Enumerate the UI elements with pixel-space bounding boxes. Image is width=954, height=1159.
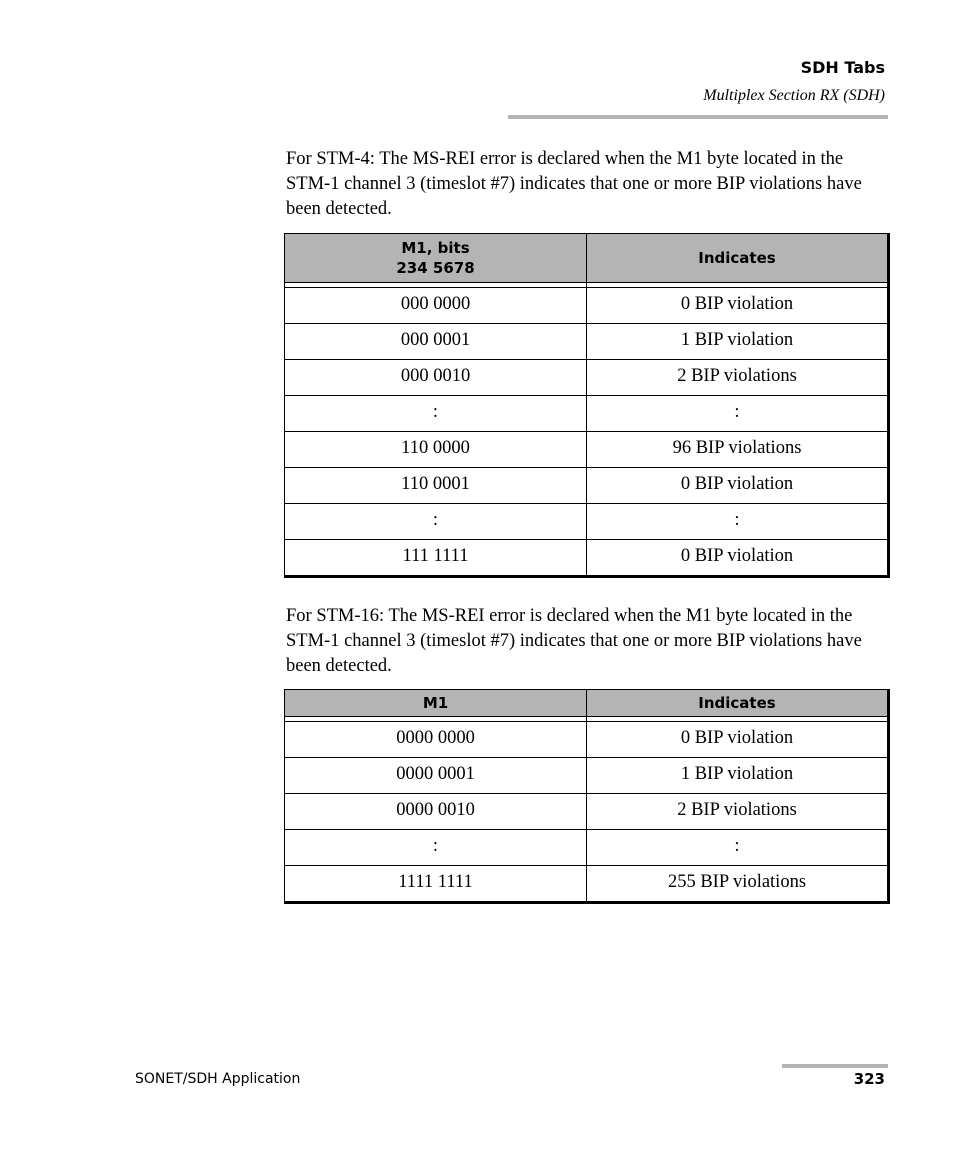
stm4-description: For STM-4: The MS-REI error is declared when the M1 byte located in the STM-1 channel 3 (timeslot #7) indicates that one or more BIP violations have been detected.: [286, 149, 862, 219]
column-header-indicates: Indicates: [587, 690, 889, 717]
m1-value-cell: 000 0010: [285, 360, 587, 396]
footer-document-title: SONET/SDH Application: [135, 1071, 301, 1087]
m1-value-cell: 000 0000: [285, 288, 587, 324]
m1-value-cell: 0000 0010: [285, 794, 587, 830]
table-row: [285, 360, 889, 396]
table-header-row: [285, 690, 889, 717]
section-title: SDH Tabs: [800, 58, 885, 77]
section-subtitle: Multiplex Section RX (SDH): [703, 87, 885, 104]
table-row: [285, 288, 889, 324]
indicates-cell: :: [587, 504, 889, 540]
indicates-cell: 0 BIP violation: [587, 288, 889, 324]
column-header-indicates: Indicates: [587, 234, 889, 283]
column-header-m1-bits: [285, 234, 587, 283]
indicates-cell: 1 BIP violation: [587, 758, 889, 794]
m1-value-cell: 0000 0000: [285, 722, 587, 758]
stm16-description: For STM-16: The MS-REI error is declared when the M1 byte located in the STM-1 channel 3 (timeslot #7) indicates that one or more BIP violations have been detected.: [286, 606, 862, 676]
m1-value-cell: 111 1111: [285, 540, 587, 577]
m1-value-cell: :: [285, 504, 587, 540]
m1-value-cell: 110 0000: [285, 432, 587, 468]
indicates-cell: 2 BIP violations: [587, 794, 889, 830]
table-row: [285, 540, 889, 577]
indicates-cell: :: [587, 396, 889, 432]
indicates-cell: 0 BIP violation: [587, 468, 889, 504]
column-header-m1: M1: [285, 690, 587, 717]
page-number: 323: [853, 1070, 885, 1088]
stm16-m1-table: [284, 689, 890, 904]
table-row: [285, 794, 889, 830]
m1-value-cell: :: [285, 396, 587, 432]
table-row: [285, 758, 889, 794]
indicates-cell: 1 BIP violation: [587, 324, 889, 360]
table-row: [285, 830, 889, 866]
m1-value-cell: 110 0001: [285, 468, 587, 504]
table-row: [285, 396, 889, 432]
table-row: [285, 722, 889, 758]
table-row: [285, 468, 889, 504]
table-row: [285, 324, 889, 360]
m1-value-cell: 0000 0001: [285, 758, 587, 794]
indicates-cell: 2 BIP violations: [587, 360, 889, 396]
indicates-cell: 255 BIP violations: [587, 866, 889, 903]
indicates-cell: 0 BIP violation: [587, 722, 889, 758]
m1-value-cell: :: [285, 830, 587, 866]
header-line: M1, bits: [401, 239, 470, 257]
indicates-cell: 0 BIP violation: [587, 540, 889, 577]
table-row: [285, 432, 889, 468]
header-line: 234 5678: [396, 259, 475, 277]
table-row: [285, 866, 889, 903]
indicates-cell: 96 BIP violations: [587, 432, 889, 468]
footer-divider: [782, 1064, 888, 1068]
stm4-m1-table: [284, 233, 890, 578]
m1-value-cell: 000 0001: [285, 324, 587, 360]
m1-value-cell: 1111 1111: [285, 866, 587, 903]
table-header-row: [285, 234, 889, 283]
header-divider: [508, 115, 888, 119]
indicates-cell: :: [587, 830, 889, 866]
table-row: [285, 504, 889, 540]
